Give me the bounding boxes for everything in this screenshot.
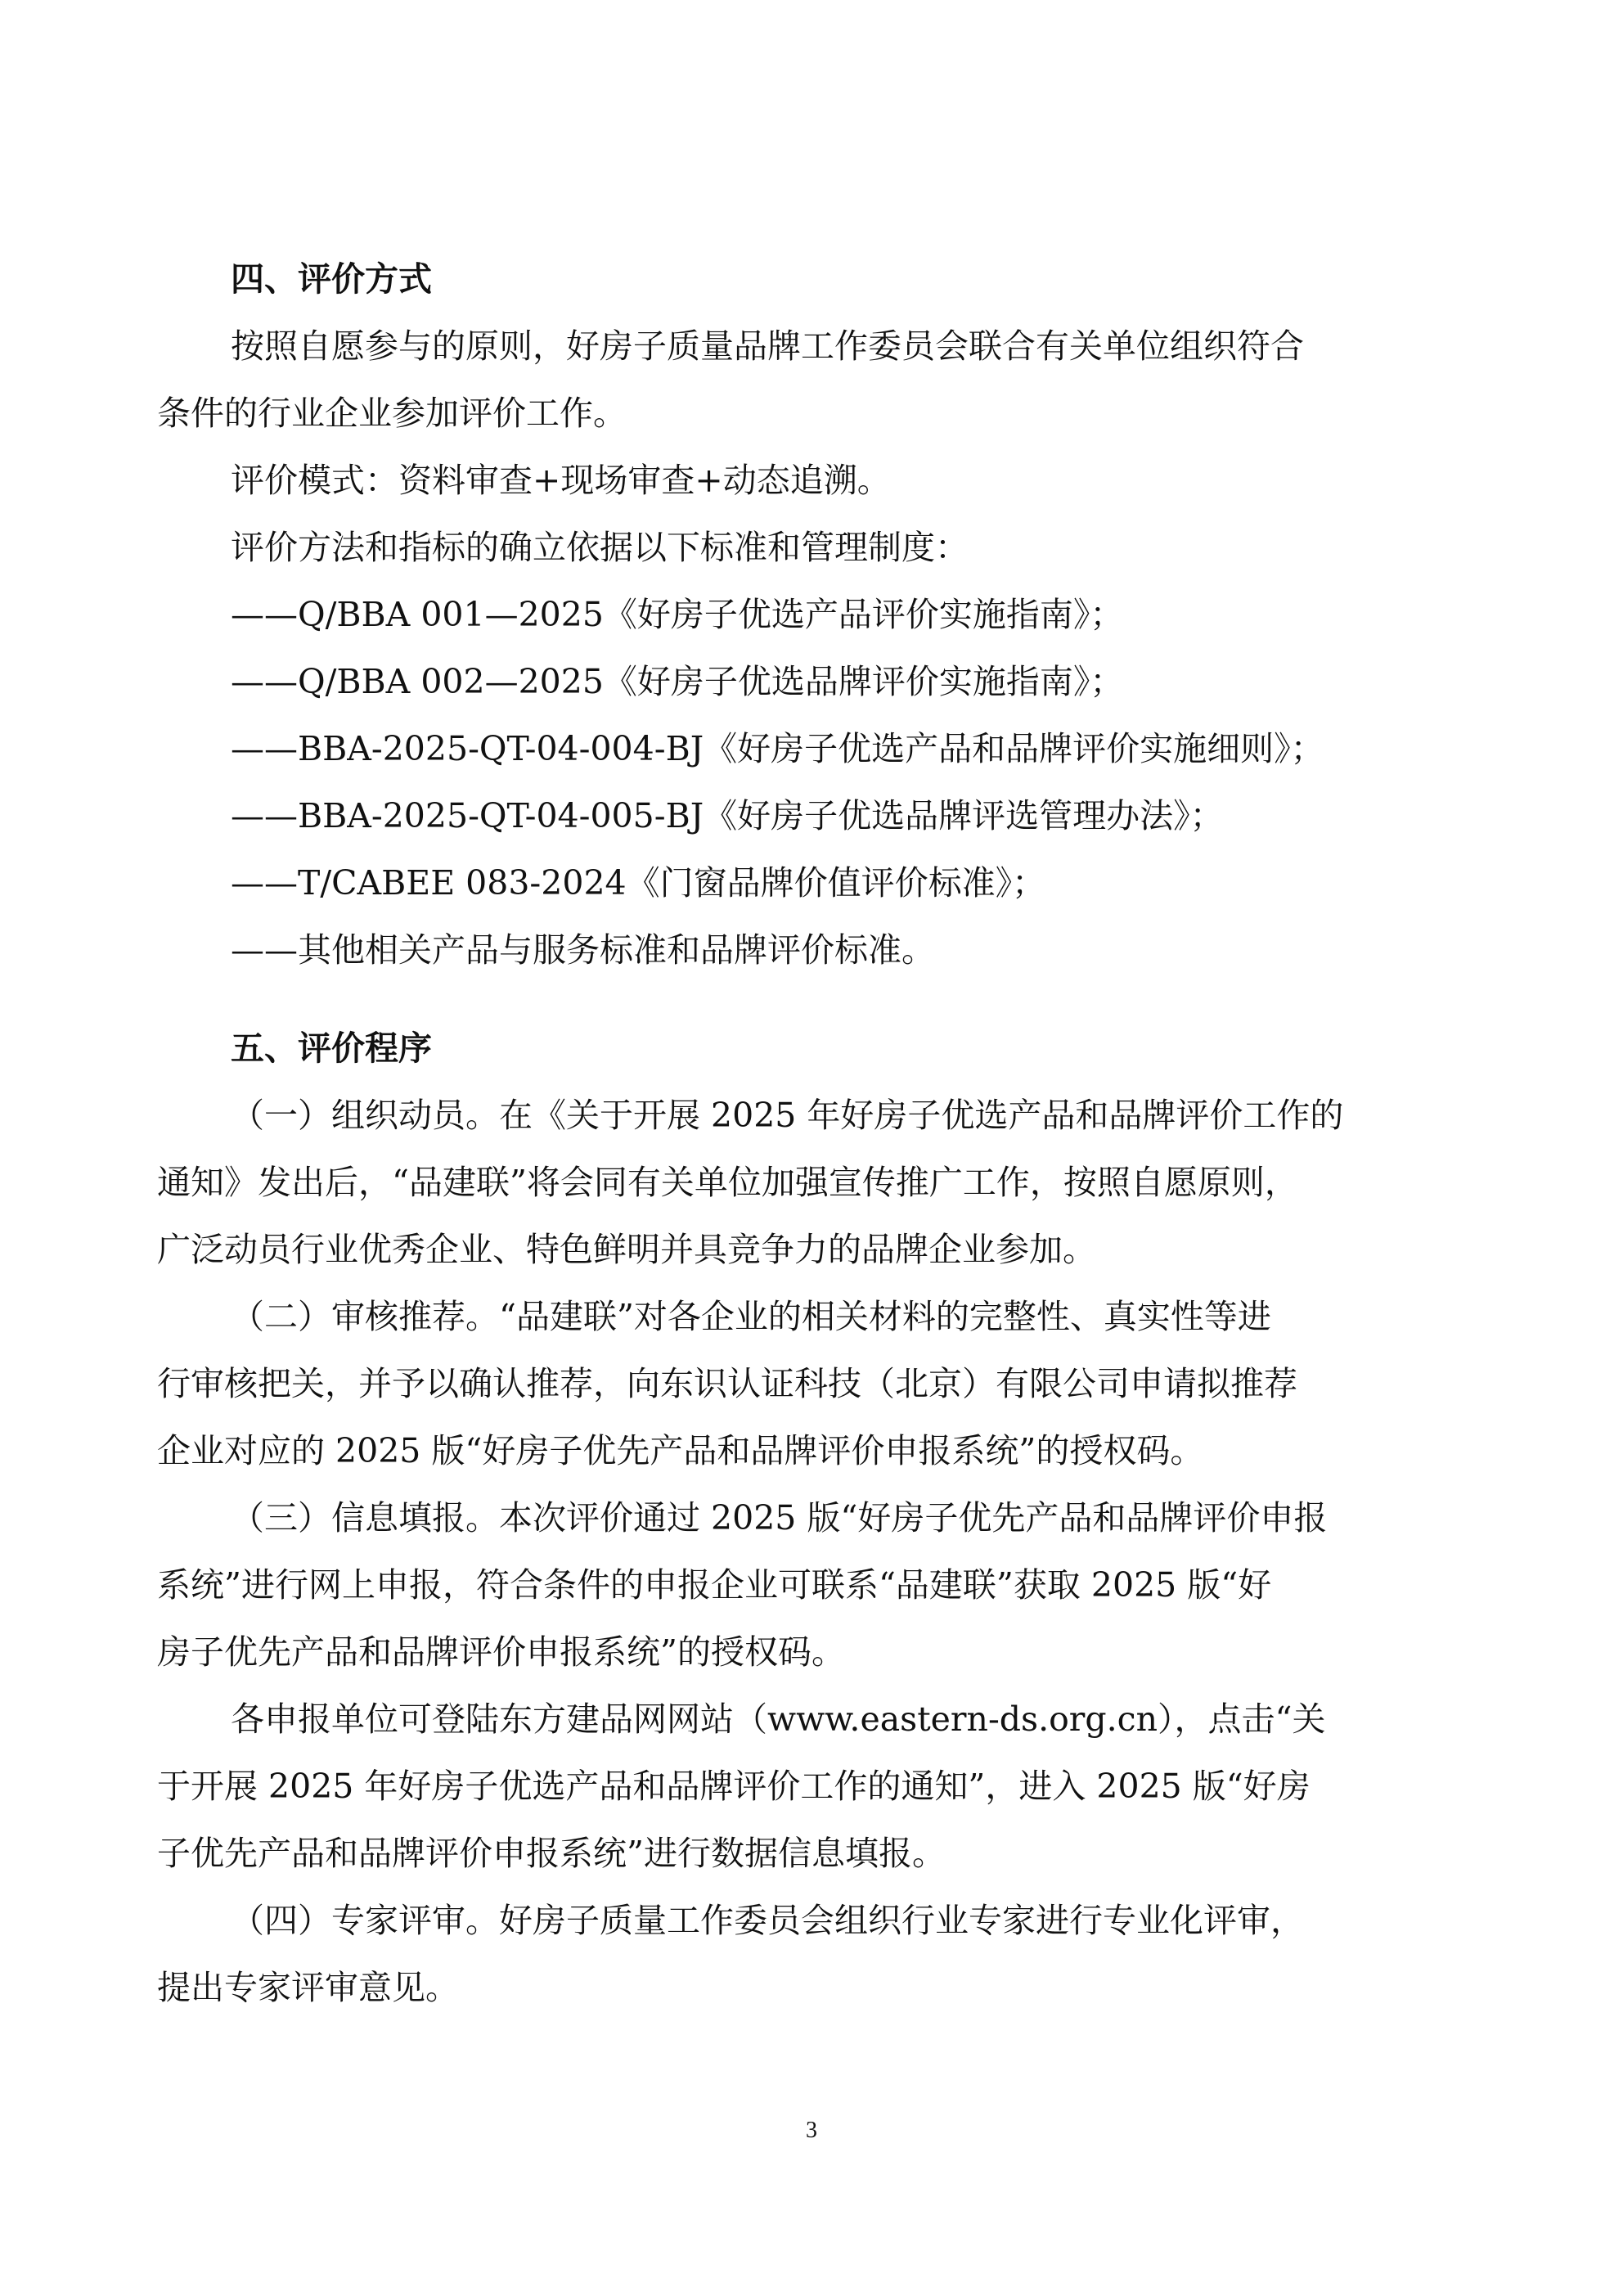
paragraph-line: 企业对应的 2025 版“好房子优先产品和品牌评价申报系统”的授权码。 bbox=[157, 1431, 1204, 1470]
standard-item: ——Q/BBA 001—2025《好房子优选产品评价实施指南》； bbox=[231, 595, 1124, 634]
paragraph-line: 房子优先产品和品牌评价申报系统”的授权码。 bbox=[157, 1632, 845, 1672]
paragraph-line: （三）信息填报。本次评价通过 2025 版“好房子优先产品和品牌评价申报 bbox=[231, 1498, 1328, 1537]
paragraph-line: 广泛动员行业优秀企业、特色鲜明并具竞争力的品牌企业参加。 bbox=[157, 1230, 1096, 1269]
paragraph-line: （一）组织动员。在《关于开展 2025 年好房子优选产品和品牌评价工作的 bbox=[231, 1096, 1344, 1135]
page-number: 3 bbox=[806, 2118, 817, 2143]
paragraph-line: 各申报单位可登陆东方建品网网站（www.eastern-ds.org.cn），点击“关 bbox=[231, 1699, 1326, 1739]
paragraph-line: 行审核把关，并予以确认推荐，向东识认证科技（北京）有限公司申请拟推荐 bbox=[157, 1364, 1297, 1403]
paragraph-line: 通知》发出后，“品建联”将会同有关单位加强宣传推广工作，按照自愿原则， bbox=[157, 1163, 1298, 1202]
basis-intro-line: 评价方法和指标的确立依据以下标准和管理制度： bbox=[231, 528, 969, 567]
standard-item: ——T/CABEE 083-2024《门窗品牌价值评价标准》； bbox=[231, 863, 1046, 903]
section-heading-evaluation-procedure: 五、评价程序 bbox=[231, 1029, 432, 1068]
paragraph-line: 子优先产品和品牌评价申报系统”进行数据信息填报。 bbox=[157, 1834, 946, 1873]
paragraph-line: （四）专家评审。好房子质量工作委员会组织行业专家进行专业化评审， bbox=[231, 1901, 1304, 1940]
standard-item: ——Q/BBA 002—2025《好房子优选品牌评价实施指南》； bbox=[231, 662, 1124, 701]
paragraph-line: 条件的行业企业参加评价工作。 bbox=[157, 394, 627, 433]
standard-item: ——BBA-2025-QT-04-005-BJ《好房子优选品牌评选管理办法》； bbox=[231, 796, 1224, 835]
evaluation-mode-line: 评价模式：资料审查+现场审查+动态追溯。 bbox=[231, 461, 891, 500]
paragraph-line: 提出专家评审意见。 bbox=[157, 1968, 459, 2007]
standard-item: ——BBA-2025-QT-04-004-BJ《好房子优选产品和品牌评价实施细则》； bbox=[231, 729, 1324, 768]
paragraph-line: 于开展 2025 年好房子优选产品和品牌评价工作的通知”，进入 2025 版“好房 bbox=[157, 1767, 1311, 1806]
document-body bbox=[157, 245, 1474, 2021]
standard-item: ——其他相关产品与服务标准和品牌评价标准。 bbox=[231, 930, 935, 970]
paragraph-line: （二）审核推荐。“品建联”对各企业的相关材料的完整性、真实性等进 bbox=[231, 1297, 1271, 1336]
paragraph-line: 按照自愿参与的原则，好房子质量品牌工作委员会联合有关单位组织符合 bbox=[231, 326, 1304, 366]
paragraph-line: 系统”进行网上申报，符合条件的申报企业可联系“品建联”获取 2025 版“好 bbox=[157, 1565, 1272, 1605]
section-gap bbox=[157, 984, 1474, 1015]
section-heading-evaluation-method: 四、评价方式 bbox=[231, 259, 432, 299]
